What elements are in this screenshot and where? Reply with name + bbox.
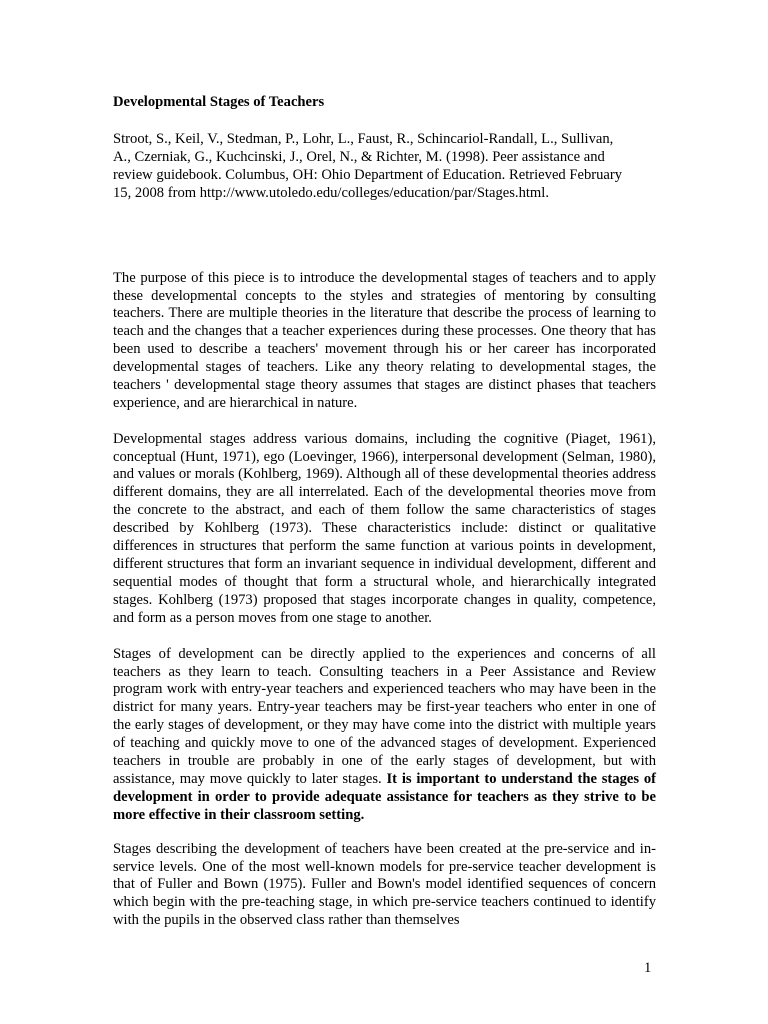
paragraph-developmental-domains: Developmental stages address various domains, including the cognitive (Piaget, 1961), conceptual (Hunt, 1971), ego (Loevinger, 1966), interpersonal development (Selman, 1980), and values or morals (Kohlberg, 1969). Although all of these developmental theories address different domains, they are all interrelated. Each of the developmental theories move from the concrete to the abstract, and each of them follow the same characteristics of stages described by Kohlberg (1973). These characteristics include: distinct or qualitative differences in structures that perform the same function at various points in development, different structures that form an invariant sequence in individual development, different and sequential modes of thought that form a structural whole, and hierarchically integrated stages. Kohlberg (1973) proposed that stages incorporate changes in quality, competence, and form as a person moves from one stage to another. <box>113 430 656 626</box>
paragraph-purpose: The purpose of this piece is to introduce the developmental stages of teachers and to apply these developmental concepts to the styles and strategies of mentoring by consulting teachers. There are multiple theories in the literature that describe the process of learning to teach and the changes that a teacher experiences during these processes. One theory that has been used to describe a teachers' movement through his or her career has incorporated developmental stages of teachers. Like any theory relating to developmental stages, the teachers ' developmental stage theory assumes that stages are distinct phases that teachers experience, and are hierarchical in nature. <box>113 269 656 411</box>
paragraph-text: Stages of development can be directly applied to the experiences and concerns of all teachers as they learn to teach. Consulting teachers in a Peer Assistance and Review program work with entry-year teachers and experienced teachers who may have been in the district for many years. Entry-year teachers may be first-year teachers who enter in one of the early stages of development, or they may have come into the district with multiple years of teaching and quickly move to one of the advanced stages of development. Experienced teachers in trouble are probably in one of the early stages of development, but with assistance, may move quickly to later stages. <box>113 645 656 787</box>
paragraph-pre-service-models: Stages describing the development of teachers have been created at the pre-service and in-service levels. One of the most well-known models for pre-service teacher development is that of Fuller and Bown (1975). Fuller and Bown's model identified sequences of concern which begin with the pre-teaching stage, in which pre-service teachers continued to identify with the pupils in the observed class rather than themselves <box>113 840 656 929</box>
citation-line: Stroot, S., Keil, V., Stedman, P., Lohr, L., Faust, R., Schincariol-Randall, L., Sullivan, <box>113 131 614 147</box>
page-number: 1 <box>644 960 652 976</box>
document-title: Developmental Stages of Teachers <box>113 94 325 110</box>
paragraph-stages-of-development <box>113 646 656 825</box>
emphasis-text: It is important to understand the stages of development in order to provide adequate assistance for teachers as they strive to be more effective in their classroom setting. <box>113 770 656 823</box>
citation-line: review guidebook. Columbus, OH: Ohio Department of Education. Retrieved February <box>113 167 623 183</box>
citation <box>113 130 648 202</box>
citation-line: 15, 2008 from http://www.utoledo.edu/colleges/education/par/Stages.html. <box>113 185 549 201</box>
citation-line: A., Czerniak, G., Kuchcinski, J., Orel, N., & Richter, M. (1998). Peer assistance and <box>113 149 605 165</box>
